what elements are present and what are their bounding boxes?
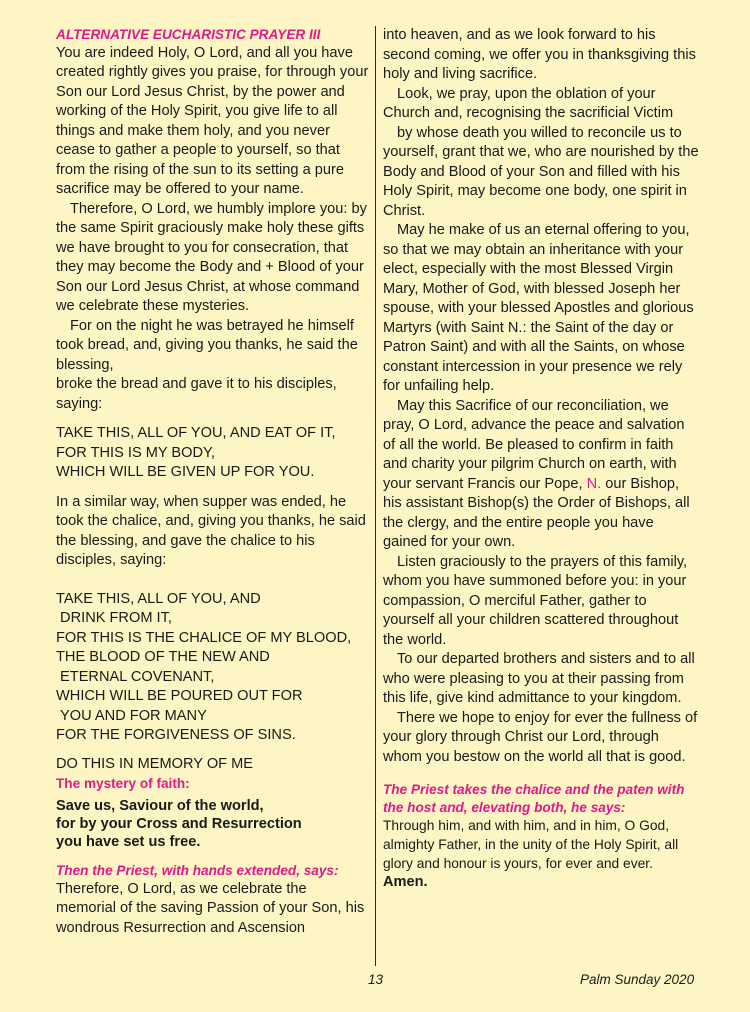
- rubric: Then the Priest, with hands extended, says:: [56, 863, 339, 878]
- prayer-heading: ALTERNATIVE EUCHARISTIC PRAYER III: [56, 27, 321, 42]
- acclamation-line: you have set us free.: [56, 834, 201, 850]
- consecration-line: ETERNAL COVENANT,: [56, 668, 215, 685]
- amen: Amen.: [383, 874, 428, 890]
- consecration-line: DRINK FROM IT,: [56, 610, 172, 626]
- right-column: [383, 26, 699, 893]
- paragraph: There we hope to enjoy for ever the fullness of your glory through Christ our Lord, through whom you bestow on the world all that is good.: [383, 709, 698, 765]
- paragraph: Therefore, O Lord, we humbly implore you: by the same Spirit graciously make holy these gifts we have brought to you for consecration, that they may become the Body and + Blood of your Son our Lord Jesus Christ, at whose command we celebrate these mysteries.: [56, 200, 367, 314]
- column-divider: [375, 26, 376, 966]
- doxology: Through him, and with him, and in him, O God, almighty Father, in the unity of the Holy Spirit, all glory and honour is yours, for ever and ever.: [383, 818, 679, 871]
- consecration-line: THE BLOOD OF THE NEW AND: [56, 649, 270, 665]
- consecration-line: WHICH WILL BE GIVEN UP FOR YOU.: [56, 464, 315, 480]
- consecration-line: WHICH WILL BE POURED OUT FOR: [56, 688, 303, 704]
- paragraph: To our departed brothers and sisters and to all who were pleasing to you at their passing from this life, give kind admittance to your kingdom.: [383, 651, 695, 706]
- paragraph: broke the bread and gave it to his disciples, saying:: [56, 376, 337, 412]
- paragraph: For on the night he was betrayed he himself took bread, and, giving you thanks, he said the blessing,: [56, 317, 358, 373]
- acclamation-line: Save us, Saviour of the world,: [56, 798, 264, 814]
- paragraph: Look, we pray, upon the oblation of your Church and, recognising the sacrificial Victim: [383, 85, 674, 121]
- consecration-line: FOR THIS IS THE CHALICE OF MY BLOOD,: [56, 629, 352, 646]
- paragraph: by whose death you willed to reconcile us to yourself, grant that we, who are nourished by the Body and Blood of your Son and filled with his Holy Spirit, may become one body, one spirit in Christ.: [383, 124, 699, 219]
- paragraph: In a similar way, when supper was ended, he took the chalice, and, giving you thanks, he said the blessing, and gave the chalice to his disciples, saying:: [56, 493, 366, 568]
- rubric: The Priest takes the chalice and the paten with the host and, elevating both, he says:: [383, 782, 685, 815]
- paragraph: You are indeed Holy, O Lord, and all you have created rightly gives you praise, for through your Son our Lord Jesus Christ, by the power and working of the Holy Spirit, you give life to all things and make them holy, and you never cease to gather a people to yourself, so that from the rising of the sun to its setting a pure sacrifice may be offered to your name.: [56, 44, 369, 197]
- bishop-name-placeholder: N.: [586, 475, 602, 492]
- paragraph-text: our Bishop, his assistant Bishop(s) the Order of Bishops, all the clergy, and the entire people you have gained for your own.: [383, 475, 690, 550]
- paragraph: into heaven, and as we look forward to his second coming, we offer you in thanksgiving this holy and living sacrifice.: [383, 27, 696, 82]
- page-number: 13: [368, 972, 384, 987]
- acclamation-line: for by your Cross and Resurrection: [56, 816, 302, 832]
- consecration-line: YOU AND FOR MANY: [56, 707, 207, 724]
- paragraph: May he make of us an eternal offering to you, so that we may obtain an inheritance with your elect, especially with the most Blessed Virgin Mary, Mother of God, with blessed Joseph her spouse, with your blessed Apostles and glorious Martyrs (with Saint N.: the Saint of the day or Patron Saint) and with all the Saints, on whose constant intercession in your presence we rely for unfailing help.: [383, 222, 694, 394]
- paragraph: Listen graciously to the prayers of this family, whom you have summoned before you: in your compassion, O merciful Father, gather to yourself all your children scattered throughout the world.: [383, 553, 688, 648]
- consecration-line: FOR THIS IS MY BODY,: [56, 444, 215, 461]
- consecration-line: TAKE THIS, ALL OF YOU, AND EAT OF IT,: [56, 425, 336, 441]
- consecration-line: FOR THE FORGIVENESS OF SINS.: [56, 727, 296, 743]
- memory-line: DO THIS IN MEMORY OF ME: [56, 755, 254, 772]
- paragraph-text: May this Sacrifice of our reconciliation, we pray, O Lord, advance the peace and salvation of all the world. Be pleased to confirm in faith and charity your pilgrim Church on earth, with your servant Francis our Pope,: [383, 397, 685, 492]
- paragraph: [383, 397, 699, 553]
- consecration-line: TAKE THIS, ALL OF YOU, AND: [56, 590, 261, 607]
- footer-title: Palm Sunday 2020: [580, 972, 695, 987]
- mystery-of-faith-label: The mystery of faith:: [56, 776, 190, 791]
- left-column: [56, 26, 370, 938]
- paragraph: Therefore, O Lord, as we celebrate the memorial of the saving Passion of your Son, his wondrous Resurrection and Ascension: [56, 880, 365, 936]
